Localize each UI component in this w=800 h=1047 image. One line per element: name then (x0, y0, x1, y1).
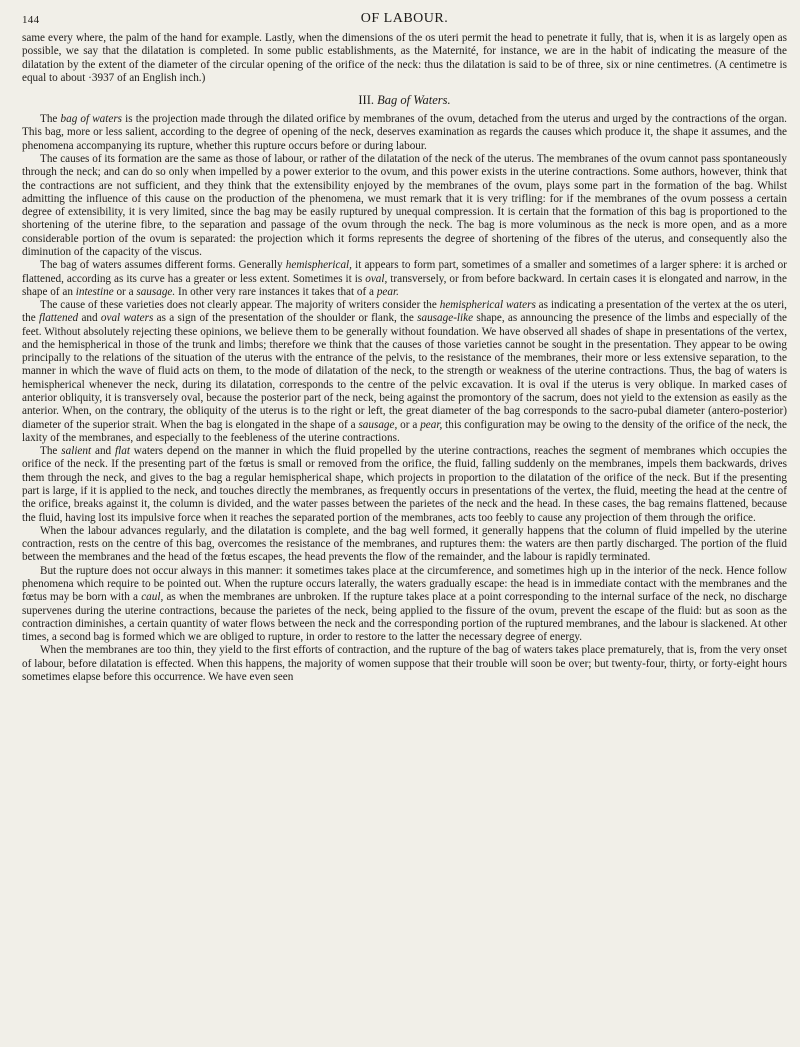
italic-term: flat (115, 445, 130, 458)
italic-term: intestine (75, 285, 114, 298)
page-number: 144 (22, 14, 40, 26)
italic-term: flattened (38, 312, 79, 325)
italic-term: sausage. (136, 285, 176, 298)
italic-term: oval waters (100, 312, 154, 325)
body-text (22, 32, 787, 684)
paragraph: When the labour advances regularly, and the dilatation is complete, and the bag well formed, it generally happens that the column of fluid impelled by the uterine contraction, rests on the centre of this bag, overcomes the resistance of the membranes, and ruptures them: the waters are then partly discharged. The portion of the fluid between the membranes and the head of the fœtus escapes, the head prevents the flow of the remainder, and the labour is rapidly terminated. (22, 524, 787, 564)
paragraph-continued: same every where, the palm of the hand for example. Lastly, when the dimensions of the os uteri permit the head to penetrate it fully, that is, when it is as largely open as possible, we say that the dilatation is completed. In some public establishments, as the Maternité, for instance, we are in the habit of indicating the measure of the dilatation by the extent of the diameter of the circular opening of the orifice of the neck: thus the dilatation is said to be of three, six or nine centimetres. (A centimetre is equal to about ·3937 of an English inch.) (22, 32, 787, 84)
italic-term: hemispherical, (285, 259, 352, 272)
paragraph: The bag of waters is the projection made through the dilated orifice by membranes of the ovum, detached from the uterus and urged by the contractions of the organ. This bag, more or less salient, according to the degree of opening of the neck, deserves examination as regards the causes which produce it, the shape it assumes, and the phenomena accompanying its rupture, whether this rupture occurs before or during labour. (22, 113, 787, 152)
running-head: OF LABOUR. (360, 11, 449, 26)
section-title: Bag of Waters. (377, 93, 451, 108)
paragraph: The cause of these varieties does not clearly appear. The majority of writers consider the hemispherical waters as indicating a presentation of the vertex at the os uteri, the flattened and oval waters as a sign of the presentation of the shoulder or flank, the sausage-like shape, as announcing the presence of the limbs and especially of the feet. Without absolutely rejecting these opinions, we believe them to be generally without foundation. We have observed all shades of shape in presentations of the vertex, and the hemispherical in those of the trunk and limbs; therefore we think that the causes of those varieties cannot be sought in the presentation. They appear to be owing principally to the relations of the situation of the uterus with the entrance of the pelvis, to the resistance of the membranes, their more or less extensive separation, to the manner in which the wave of fluid acts on them, to the mode of dilatation of the neck, to the strength or weakness of the uterine contractions. Thus, the bag of waters is hemispherical whenever the neck, during its dilatation, corresponds to the centre of the pelvic excavation. It is oval if the uterus is very oblique. In marked cases of anterior obliquity, it is transversely oval, because the posterior part of the neck, being against the promontory of the sacrum, does not yield to the extension as easily as the anterior. When, on the contrary, the obliquity of the uterus is to the right or left, the great diameter of the bag corresponds to the sacro-pubal diameter (antero-posterior) diameter of the superior strait. When the bag is elongated in the shape of a sausage, or a pear, this configuration may be owing to the density of the orifice of the neck, the laxity of the membranes, and especially to the feebleness of the uterine contractions. (22, 299, 787, 444)
paragraph: The salient and flat waters depend on the manner in which the fluid propelled by the uterine contractions, reaches the segment of membranes which occupies the orifice of the neck. If the presenting part of the fœtus is small or removed from the orifice, the fluid, falling suddenly on the membranes, impels them backwards, drives them through the neck, and gives to the bag a regular hemispherical shape, which projects in proportion to the dilatation of the orifice of the neck. But if the presenting part is large, if it is applied to the neck, and touches directly the membranes, as frequently occurs in presentations of the vertex, the fluid, meeting the head at the centre of the orifice, breaks against it, the column is divided, and the water passes between the parietes of the neck and the head. In these cases, the bag remains flattened, because the fluid, having lost its impulsive force when it reaches the separated portion of the membranes, acts too feebly to cause any projection of them through the orifice. (22, 445, 787, 524)
italic-term: pear. (376, 285, 399, 298)
book-page (22, 8, 787, 684)
italic-term: salient (61, 445, 92, 458)
paragraph: When the membranes are too thin, they yield to the first efforts of contraction, and the rupture of the bag of waters takes place prematurely, that is, from the very onset of labour, before dilatation is effected. When this happens, the majority of women suppose that their trouble will soon be over; but twenty-four, thirty, or forty-eight hours sometimes elapse before this occurrence. We have even seen (22, 644, 787, 683)
italic-term: caul, (141, 591, 164, 604)
italic-term: pear, (420, 418, 443, 431)
italic-term: oval, (365, 272, 388, 285)
italic-term: bag of waters (60, 113, 123, 126)
paragraph: The causes of its formation are the same as those of labour, or rather of the dilatation of the neck of the uterus. The membranes of the ovum cannot pass spontaneously through the neck; and can do so only when impelled by a power exterior to the ovum, and this power exists in the uterine contractions. Some authors, however, think that the contractions are not sufficient, and they think that the extensibility enjoyed by the membranes of the ovum, plays some part in the formation of the bag. Whilst admitting the influence of this cause on the production of the phenomena, we must remark that it is very trifling: for if the membranes of the ovum possess a certain degree of extensibility, it is very limited, since the bag may be easily ruptured by unequal compression. It is certain that the formation of this bag is proportioned to the shortening of the uterine fibre, to the separation and passage of the ovum through the neck. The bag is more voluminous as the neck is more open, and as a more considerable portion of the ovum is separated: the projection which it forms represents the degree of shortening of the fibres of the uterus, and consequently also the diminution of the capacity of the viscus. (22, 152, 787, 258)
italic-term: hemispherical waters (439, 299, 536, 312)
paragraph: The bag of waters assumes different forms. Generally hemispherical, it appears to form part, sometimes of a smaller and sometimes of a larger sphere: it is arched or flattened, according as its curve has a greater or less extent. Sometimes it is oval, transversely, or from before backward. In certain cases it is elongated and narrow, in the shape of an intestine or a sausage. In other very rare instances it takes that of a pear. (22, 259, 787, 298)
section-heading (22, 93, 787, 108)
paragraph: But the rupture does not occur always in this manner: it sometimes takes place at the circumference, and sometimes high up in the interior of the neck. Hence follow phenomena which require to be pointed out. When the rupture occurs laterally, the waters gradually escape: the head is in immediate contact with the membranes and the fœtus may be born with a caul, as when the membranes are unbroken. If the rupture takes place at a point corresponding to the internal surface of the neck, no discharge supervenes during the uterine contractions, because the parietes of the neck, being applied to the fissure of the ovum, prevent the escape of the fluid: but as soon as the contraction diminishes, a certain quantity of water flows between the neck and the corresponding portion of the ruptured membranes, and the labour is slackened. At other times, a second bag is formed which we are obliged to rupture, in order to restore to the latter the necessary degree of energy. (22, 564, 787, 644)
section-numeral: III. (358, 93, 374, 108)
italic-term: sausage, (358, 418, 398, 431)
italic-term: sausage-like (417, 312, 474, 325)
page-header (22, 8, 787, 30)
